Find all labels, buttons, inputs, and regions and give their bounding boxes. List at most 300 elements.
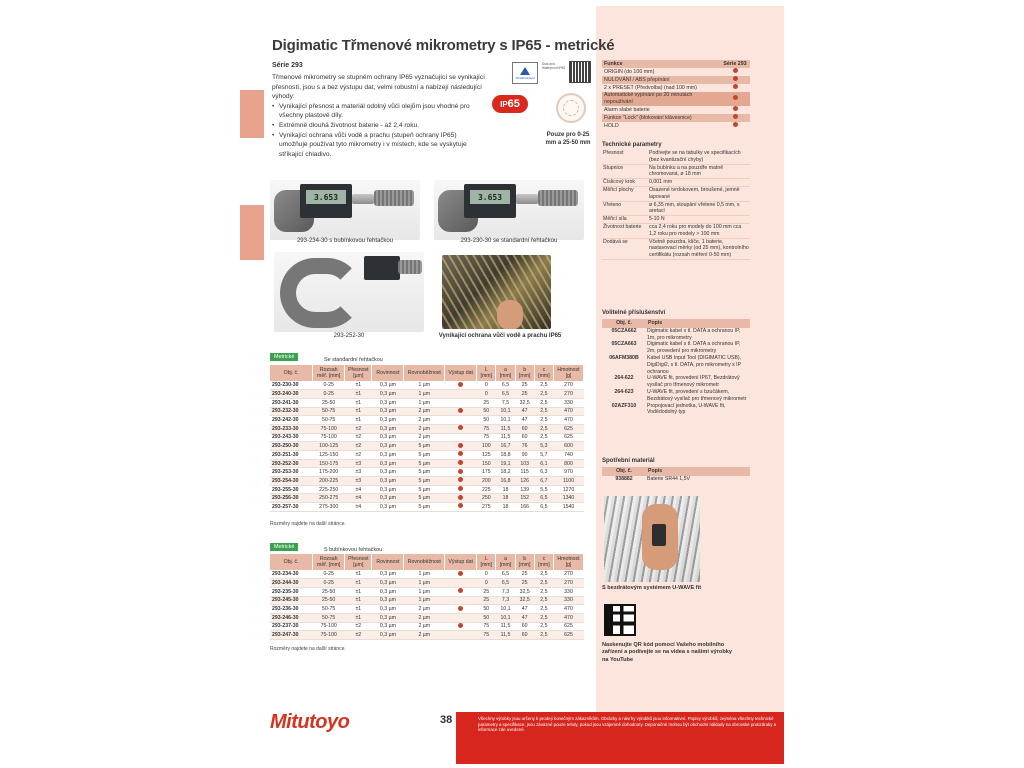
table-cell: 7,3 [496, 587, 515, 596]
tech-param-key: Číslicový krok [602, 179, 648, 187]
accessory-row [602, 476, 750, 483]
column-header: Výstup dat [445, 365, 477, 381]
youtube-qr-code[interactable] [604, 604, 636, 636]
tech-param-key: Přesnost [602, 150, 648, 164]
table-cell: 1540 [554, 503, 584, 512]
tuv-triangle-icon [520, 67, 530, 75]
table-cell: 0,3 µm [372, 407, 404, 416]
tech-param-key: Vřeteno [602, 201, 648, 216]
data-output-cell [445, 494, 477, 503]
table-cell: 470 [554, 605, 584, 614]
table-cell: 25-50 [313, 398, 345, 407]
data-output-cell [445, 587, 477, 596]
table-cell: 5 µm [404, 503, 445, 512]
tech-param-value: 5-10 N [648, 216, 750, 224]
function-label: Alarm slabé baterie [604, 106, 650, 113]
table-cell: 75-100 [313, 433, 345, 442]
uwave-device [652, 524, 666, 546]
table-cell: 11,5 [496, 424, 515, 433]
table-cell: ±1 [345, 596, 372, 605]
table-cell: 0-25 [313, 579, 345, 588]
table-cell: 6,5 [534, 503, 553, 512]
table-row [270, 485, 584, 494]
table-row [270, 398, 584, 407]
tech-param-row [602, 186, 750, 201]
table-cell: 0,3 µm [372, 494, 404, 503]
accessory-description: Digimatic kabel s tl. DATA a ochranou IP, 1m, pro mikrometry [647, 327, 741, 341]
column-header: Přesnost [µm] [345, 554, 372, 570]
table-cell: 75-100 [313, 631, 345, 640]
function-row [602, 84, 750, 92]
lcd-readout: 3.653 [306, 190, 346, 204]
benefit-item: • Vynikající ochrana vůči vodě a prachu (stupeň ochrany IP65) umožňuje používat tyto mikrometry i v místech, kde se vyskytuje stříkající chladivo. [272, 131, 486, 160]
table-cell: 0,3 µm [372, 433, 404, 442]
table-cell: 2,5 [534, 390, 553, 399]
available-dot-icon [733, 122, 738, 127]
table-cell: 5 µm [404, 485, 445, 494]
table-cell: 60 [515, 631, 534, 640]
table-cell: 470 [554, 613, 584, 622]
table-cell: 1 µm [404, 570, 445, 579]
functions-header-series: Série 293 [720, 60, 750, 68]
table-cell: 0 [477, 390, 496, 399]
ip-badge-prefix: IP [500, 99, 508, 109]
order-number-cell: 293-235-30 [270, 587, 313, 596]
table-cell: 50 [477, 407, 496, 416]
data-output-dot-icon [458, 425, 463, 430]
table-cell: 625 [554, 622, 584, 631]
column-header: Přesnost [µm] [345, 365, 372, 381]
accessory-code: 938882 [615, 475, 633, 482]
tech-param-value: cca 2,4 roku pro modely do 100 mm cca 1,2 roku pro modely > 100 mm [648, 223, 750, 238]
available-dot-icon [733, 68, 738, 73]
data-output-cell [445, 442, 477, 451]
table-cell: 103 [515, 459, 534, 468]
table-cell: 2 µm [404, 433, 445, 442]
badge-caption: Dust and Waterproof IP65 [542, 62, 566, 70]
table-cell: 25 [515, 381, 534, 390]
table-cell: 1 µm [404, 390, 445, 399]
table-cell: 47 [515, 613, 534, 622]
table-cell: 0,3 µm [372, 613, 404, 622]
table-cell: 152 [515, 494, 534, 503]
order-number-cell: 293-246-30 [270, 613, 313, 622]
table-cell: 330 [554, 587, 584, 596]
machining-photo [442, 255, 551, 329]
table-cell: 139 [515, 485, 534, 494]
function-availability [720, 84, 750, 92]
order-number-cell: 293-242-30 [270, 416, 313, 425]
table-cell: ±1 [345, 570, 372, 579]
table-cell: 600 [554, 442, 584, 451]
table-cell: 2,5 [534, 622, 553, 631]
tech-param-row [602, 216, 750, 224]
function-label: 2 x PRESET (Předvolba) (nad 100 mm) [604, 84, 697, 91]
spec-table-friction-thimble [270, 554, 584, 640]
photo-caption: 293-234-30 s bubínkovou řehtačkou [296, 238, 394, 244]
table-cell: 7,5 [496, 398, 515, 407]
table-cell: 32,5 [515, 398, 534, 407]
table-cell: 50 [477, 605, 496, 614]
table-cell: 47 [515, 416, 534, 425]
tech-param-value: Včetně pouzdra, klíče, 1 baterie, nastavovací měrky (od 25 mm), kontrolního certifikátu (rozsah měření 0-50 mm) [649, 238, 749, 259]
table-cell: 1 µm [404, 579, 445, 588]
table-cell: 2,5 [534, 433, 553, 442]
data-output-cell [445, 451, 477, 460]
order-number-cell: 293-247-30 [270, 631, 313, 640]
accessories-heading: Volitelné příslušenství [602, 310, 666, 316]
column-header: Rozsah měř. [mm] [313, 365, 345, 381]
table-cell: 2,5 [534, 407, 553, 416]
table-cell: ±1 [345, 416, 372, 425]
available-dot-icon [733, 106, 738, 111]
table-row [270, 381, 584, 390]
ip65-badge [492, 95, 528, 113]
table-cell: 25 [515, 579, 534, 588]
table-cell: 0,3 µm [372, 570, 404, 579]
table-cell: ±4 [345, 485, 372, 494]
data-output-dot-icon [458, 588, 463, 593]
table-cell: 2,5 [534, 424, 553, 433]
tech-param-key: Stupnice [602, 164, 648, 179]
table-cell: 25-50 [313, 587, 345, 596]
table-row [270, 407, 584, 416]
data-output-cell [445, 485, 477, 494]
table-cell: 50-75 [313, 407, 345, 416]
data-output-cell [445, 579, 477, 588]
function-label: Funkce "Lock" (blokování klávesnice) [602, 114, 720, 122]
order-number-cell: 293-257-30 [270, 503, 313, 512]
data-output-dot-icon [458, 503, 463, 508]
table-cell: 100 [477, 442, 496, 451]
intro-text [272, 73, 486, 159]
data-output-cell [445, 468, 477, 477]
table-cell: 0-25 [313, 381, 345, 390]
table-cell: 6,7 [534, 477, 553, 486]
table-cell: 16,8 [496, 477, 515, 486]
order-number-cell: 293-252-30 [270, 459, 313, 468]
table-cell: 2 µm [404, 416, 445, 425]
table-row [270, 459, 584, 468]
accessory-description: U-WAVE fit, provedení s bzučákem, Bezdrátový vysílač pro třmenový mikrometr [647, 388, 747, 402]
tech-param-value: Podívejte se na tabulky ve specifikacích (bez kvantizační chyby) [648, 150, 750, 164]
function-row [602, 68, 750, 76]
table-cell: 16,7 [496, 442, 515, 451]
function-label: HOLD [604, 122, 619, 129]
function-row [602, 76, 750, 84]
table-cell: 10,1 [496, 613, 515, 622]
table-cell: 25-50 [313, 596, 345, 605]
photo-caption: 293-252-30 [333, 333, 365, 339]
column-header: Rovinnost [372, 365, 404, 381]
table-cell: 0 [477, 381, 496, 390]
column-header: b [mm] [515, 554, 534, 570]
tech-param-key: Životnost baterie [602, 223, 648, 238]
order-number-cell: 293-234-30 [270, 570, 313, 579]
table-cell: 470 [554, 416, 584, 425]
order-number-cell: 293-237-30 [270, 622, 313, 631]
table-cell: 200-225 [313, 477, 345, 486]
available-dot-icon [733, 84, 738, 89]
table-cell: 0,3 µm [372, 381, 404, 390]
table-cell: 0-25 [313, 570, 345, 579]
table-cell: ±1 [345, 381, 372, 390]
table-cell: 2,5 [534, 579, 553, 588]
table-cell: 2 µm [404, 605, 445, 614]
tech-param-row [602, 150, 750, 164]
table-cell: ±2 [345, 424, 372, 433]
consumables-header-row [602, 467, 750, 476]
data-output-cell [445, 477, 477, 486]
data-output-cell [445, 407, 477, 416]
table-cell: 75 [477, 622, 496, 631]
table-row [270, 468, 584, 477]
table-cell: 2,5 [534, 570, 553, 579]
column-header: a [mm] [496, 554, 515, 570]
accessories-col-desc: Popis [646, 319, 750, 328]
table-cell: 0,3 µm [372, 605, 404, 614]
order-number-cell: 293-243-30 [270, 433, 313, 442]
order-number-cell: 293-244-30 [270, 579, 313, 588]
table-cell: 0-25 [313, 390, 345, 399]
tech-params-heading: Technické parametry [602, 142, 662, 148]
table-row [270, 579, 584, 588]
table-cell: 0,3 µm [372, 596, 404, 605]
order-number-cell: 293-254-30 [270, 477, 313, 486]
table-cell: 25 [515, 390, 534, 399]
table-cell: 1 µm [404, 587, 445, 596]
table-cell: 50-75 [313, 605, 345, 614]
function-label: NULOVÁNÍ / ABS přepínání [602, 76, 720, 84]
order-number-cell: 293-240-30 [270, 390, 313, 399]
accessory-row [602, 328, 750, 342]
table-cell: 75 [477, 631, 496, 640]
table-header-row [270, 554, 584, 570]
table-cell: 2 µm [404, 407, 445, 416]
consumables-table [602, 467, 750, 483]
table-cell: 1 µm [404, 381, 445, 390]
table-cell: 1 µm [404, 596, 445, 605]
table-cell: 50-75 [313, 416, 345, 425]
table-cell: 5,7 [534, 451, 553, 460]
data-output-cell [445, 459, 477, 468]
table-cell: 0,3 µm [372, 442, 404, 451]
table-cell: 25 [515, 570, 534, 579]
table-header-row [270, 365, 584, 381]
table-cell: 2,5 [534, 381, 553, 390]
table-cell: ±1 [345, 407, 372, 416]
table-cell: 7,3 [496, 596, 515, 605]
table-cell: 18 [496, 485, 515, 494]
column-header: Hmotnost [g] [554, 365, 584, 381]
function-availability [720, 122, 750, 130]
table-cell: 5,3 [534, 442, 553, 451]
order-number-cell: 293-256-30 [270, 494, 313, 503]
operator-hand [497, 300, 523, 329]
table-cell: 330 [554, 596, 584, 605]
tech-param-value: ø 6,35 mm, stoupání vřetene 0,5 mm, s aretací [648, 201, 750, 216]
uwave-caption: S bezdrátovým systémem U-WAVE fit [602, 585, 702, 591]
table-cell: 11,5 [496, 622, 515, 631]
functions-table [602, 60, 750, 130]
product-photo-293-234-30 [270, 180, 420, 240]
function-row [602, 122, 750, 130]
column-header: Rovnoběžnost [404, 365, 445, 381]
tuv-label: TÜVRheinland [515, 75, 535, 80]
function-availability [720, 68, 750, 76]
tech-param-key: Měřicí plochy [602, 186, 648, 201]
accessory-code: 02AZF310 [611, 402, 637, 409]
functions-header-label: Funkce [602, 60, 720, 68]
table-cell: 6,3 [534, 468, 553, 477]
table-cell: 6,5 [496, 570, 515, 579]
table-cell: 32,5 [515, 596, 534, 605]
intro-paragraph: Třmenové mikrometry se stupněm ochrany IP65 vyznačující se vynikající přesností, jsou s a bez výstupu dat, velmi robustní a nabízejí následující výhody: [272, 74, 485, 101]
data-output-cell [445, 570, 477, 579]
table-cell: 115 [515, 468, 534, 477]
table-cell: 0,3 µm [372, 459, 404, 468]
table-cell: ±3 [345, 468, 372, 477]
legal-disclaimer: Všechny výrobky jsou určeny k prodeji konečným zákazníkům. Obrázky a návrhy výrobků jsou informativní. Popisy výrobků, zejména všechny technické parametry a specifikace, jsou závazné pouze tehdy, pokud jsou vzájemně dohodnuty. Deponačné mohou být obchodní náklady na obrovské protizáruky a informace zde uvedené. [456, 712, 784, 764]
table-row [270, 424, 584, 433]
table-cell: 60 [515, 433, 534, 442]
micrometer-display [364, 256, 400, 280]
available-dot-icon [733, 95, 738, 100]
table-cell: 5 µm [404, 459, 445, 468]
data-output-cell [445, 433, 477, 442]
function-availability [720, 76, 750, 84]
table-cell: 0,3 µm [372, 631, 404, 640]
column-header: Obj. č. [270, 365, 313, 381]
accessory-description: Baterie SR44 1,5V [647, 475, 690, 482]
table-cell: 125-150 [313, 451, 345, 460]
table-cell: 2 µm [404, 622, 445, 631]
accessory-code: 05CZA663 [611, 341, 637, 348]
table-cell: 166 [515, 503, 534, 512]
table-row [270, 570, 584, 579]
table-row [270, 416, 584, 425]
table-cell: 50 [477, 613, 496, 622]
table-cell: 90 [515, 451, 534, 460]
table-row [270, 451, 584, 460]
table-cell: 150 [477, 459, 496, 468]
data-output-cell [445, 622, 477, 631]
column-header: Výstup dat [445, 554, 477, 570]
table-cell: 5 µm [404, 442, 445, 451]
table-cell: 2,5 [534, 631, 553, 640]
table-cell: 2,5 [534, 416, 553, 425]
certificate-qr-code[interactable] [569, 61, 591, 83]
order-number-cell: 293-250-30 [270, 442, 313, 451]
table1-subtitle: Se standardní řehtačkou [324, 357, 383, 363]
table-cell: 2,5 [534, 596, 553, 605]
column-header: c [mm] [534, 554, 553, 570]
table-cell: 0,3 µm [372, 390, 404, 399]
table-cell: 75 [477, 424, 496, 433]
table-cell: 0,3 µm [372, 587, 404, 596]
table-cell: 2,5 [534, 587, 553, 596]
data-output-dot-icon [458, 486, 463, 491]
data-output-cell [445, 503, 477, 512]
table-cell: 270 [554, 570, 584, 579]
table-row [270, 596, 584, 605]
table-cell: 970 [554, 468, 584, 477]
table1-footnote: Rozměry najdete na další stránce. [270, 521, 346, 527]
product-photo-293-252-30 [274, 252, 424, 332]
side-tab-lower [240, 205, 264, 260]
table-cell: 5,5 [534, 485, 553, 494]
table-cell: 2,5 [534, 605, 553, 614]
function-availability [720, 92, 750, 106]
table-row [270, 631, 584, 640]
table-cell: ±1 [345, 579, 372, 588]
micrometer-spindle [516, 194, 538, 204]
data-output-cell [445, 613, 477, 622]
data-output-cell [445, 596, 477, 605]
table-cell: 0,3 µm [372, 579, 404, 588]
accessory-row [602, 341, 750, 355]
table-cell: 6,5 [496, 579, 515, 588]
table-cell: 6,5 [496, 390, 515, 399]
data-output-cell [445, 398, 477, 407]
table-cell: 150-175 [313, 459, 345, 468]
table-cell: 275 [477, 503, 496, 512]
table-cell: 740 [554, 451, 584, 460]
table-cell: 18,2 [496, 468, 515, 477]
table2-footnote: Rozměry najdete na další stránce. [270, 646, 346, 652]
table-row [270, 613, 584, 622]
table-cell: 2 µm [404, 613, 445, 622]
table-cell: 175-200 [313, 468, 345, 477]
table-cell: 0,3 µm [372, 451, 404, 460]
table-cell: 250 [477, 494, 496, 503]
tech-param-row [602, 238, 750, 259]
column-header: L [mm] [477, 554, 496, 570]
table-cell: ±3 [345, 477, 372, 486]
accessories-col-code: Obj. č. [602, 319, 646, 328]
table-cell: 0,3 µm [372, 468, 404, 477]
table-cell: 1 µm [404, 398, 445, 407]
table-cell: 50-75 [313, 613, 345, 622]
table-cell: 2 µm [404, 424, 445, 433]
tech-param-key: Dodává se [602, 238, 648, 259]
tech-param-key: Měřicí síla [602, 216, 648, 224]
table-cell: ±3 [345, 459, 372, 468]
table-cell: 10,1 [496, 605, 515, 614]
table-cell: 0,3 µm [372, 477, 404, 486]
table-row [270, 390, 584, 399]
table-cell: ±2 [345, 451, 372, 460]
table-cell: ±1 [345, 390, 372, 399]
table-cell: 270 [554, 381, 584, 390]
table-cell: 25 [477, 596, 496, 605]
tech-param-value: 0,001 mm [648, 179, 750, 187]
lcd-readout: 3.653 [470, 190, 510, 204]
micrometer-thimble [374, 190, 414, 206]
table-cell: 11,5 [496, 631, 515, 640]
micrometer-thimble [538, 190, 578, 206]
table-cell: 18,8 [496, 451, 515, 460]
table-cell: 0,3 µm [372, 398, 404, 407]
tech-param-row [602, 223, 750, 238]
table-cell: 60 [515, 424, 534, 433]
consumables-col-code: Obj. č. [602, 467, 646, 476]
table-cell: 1270 [554, 485, 584, 494]
table-cell: 270 [554, 579, 584, 588]
table-cell: 50 [477, 416, 496, 425]
uwave-fit-photo [604, 496, 700, 582]
table-cell: 125 [477, 451, 496, 460]
